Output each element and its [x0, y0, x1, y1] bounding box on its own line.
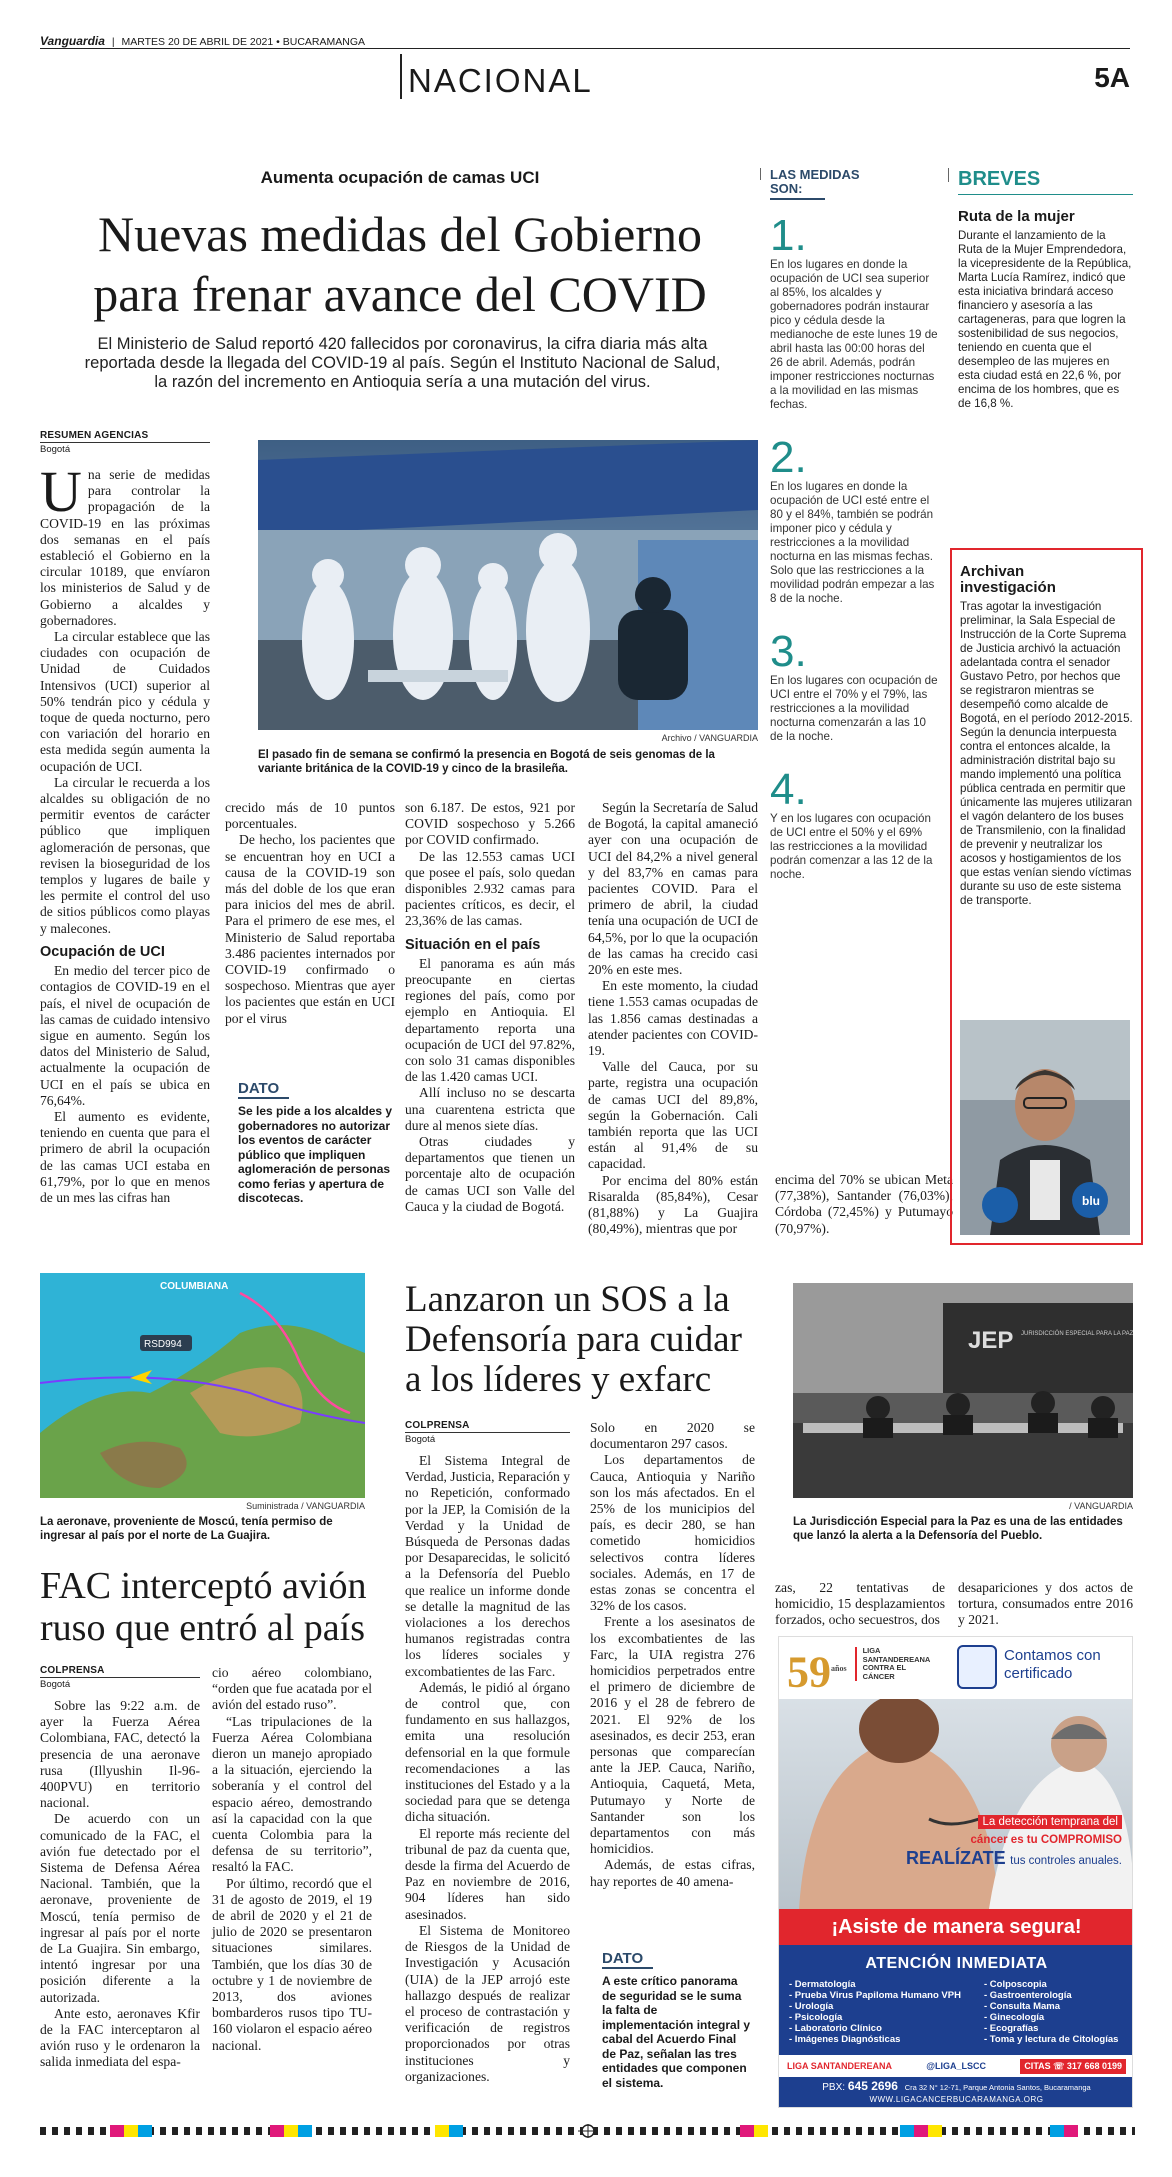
lead-dropcap: U [40, 459, 82, 524]
lead-paragraph: De hecho, los pacientes que se encuentran hoy en UCI a causa de la COVID-19 son más del doble de los que eran para inicios del mes de abril. Para el primero de ese mes, el Ministerio de Salud reportaba 3.486 pacientes internados por COVID-19 confirmado o sospechoso. Mientras que ayer los pacientes que están en UCI por el virus [225, 832, 395, 1026]
lead-byline-name: RESUMEN AGENCIAS [40, 430, 149, 441]
jep-photo-image [793, 1283, 1133, 1498]
ad-slogan-line-2: cáncer es tu COMPROMISO [970, 1834, 1122, 1846]
ad-org-line: CONTRA EL [862, 1663, 907, 1672]
fac-headline-line-1: FAC interceptó avión [40, 1565, 367, 1607]
lead-paragraph: En medio del tercer pico de contagios de COVID-19 en el país, el nivel de ocupación de las camas de cuidado intensivo sigue en aumento. Según los datos del Ministerio de Salud, actualmente la ocupación de UCI en el país se ubica en 76,64%. [40, 963, 210, 1108]
ad-org-line: CÁNCER [862, 1671, 895, 1681]
fac-map-flight-label: RSD994 [144, 1339, 182, 1350]
ad-attention-title: ATENCIÓN INMEDIATA [865, 1955, 1048, 1972]
sos-column-2 [590, 1420, 755, 1890]
sos-byline-name: COLPRENSA [405, 1420, 470, 1431]
lead-headline-line-1: Nuevas medidas del Gobierno [97, 206, 702, 262]
fac-column-2 [212, 1665, 372, 2054]
medidas-title-underline [770, 198, 825, 200]
ad-service-item: - Psicología [789, 2012, 843, 2023]
ad-years [787, 1647, 847, 1695]
sos-paragraph: El Sistema de Monitoreo de Riesgos de la Unidad de Investigación y Acusación (UIA) de la JEP arrojó este hallazgo después de realizar el proceso de contrastación y verificación de registros proporcionados por otras instituciones y organizaciones. [405, 1922, 570, 2084]
sos-column-1 [405, 1420, 570, 2085]
lead-paragraph: El panorama es aún más preocupante en ciertas regiones del país, como por ejemplo en Antioquia. El departamento reporta una ocupación de UCI del 97.82%, con solo 31 camas disponibles de las 1.420 camas UCI. [405, 955, 575, 1085]
ad-org-name [855, 1647, 931, 1681]
lead-byline-city: Bogotá [40, 442, 210, 455]
sos-dato-text: A este crítico panorama de seguridad se le suma la falta de implementación integral y cabal del Acuerdo Final de Paz, señalan las tres entidades que componen el sistema. [602, 1974, 751, 2090]
sos-headline-line-3: a los líderes y exfarc [405, 1359, 712, 1400]
ad-attention-block [779, 1945, 1133, 2108]
medida-text: En los lugares en donde la ocupación de UCI sea superior al 85%, los alcaldes y gobernadores podrán instaurar pico y cédula desde la medianoche de este lunes 19 de abril hasta las 00:00 horas del 26 de abril. Además, podrán imponer restricciones nocturnas a la movilidad en las mismas fechas. [770, 258, 938, 411]
medidas-title-line-2: SON: [770, 181, 803, 196]
breve-photo-petro [960, 1020, 1130, 1235]
fac-paragraph: Sobre las 9:22 a.m. de ayer la Fuerza Aérea Colombiana, FAC, detectó la presencia de una aeronave rusa (Illyushin Il-96-400PVU) en territorio nacional. [40, 1698, 200, 1811]
sos-headline [405, 1280, 775, 1400]
sos-paragraph: Además, de estas cifras, hay reportes de 40 amena- [590, 1857, 755, 1889]
lead-column-3 [405, 800, 575, 1215]
lead-paragraph: crecido más de 10 puntos porcentuales. [225, 800, 395, 832]
lead-photo-image [258, 440, 758, 730]
medidas-accent-line [760, 168, 761, 180]
lead-kicker: Aumenta ocupación de camas UCI [260, 168, 540, 187]
ad-service-item: - Consulta Mama [984, 2001, 1061, 2012]
lead-column-1-text [40, 459, 210, 1206]
ad-service-item: - Prueba Virus Papiloma Humano VPH [789, 1990, 961, 2001]
fac-paragraph: De acuerdo con un comunicado de la FAC, el avión fue detectado por el Sistema de Defensa Aérea Nacional. También, que la aeronave, proveniente de Moscú, tenía permiso de ingresar al país por el norte de La Guajira. Sin embargo, intentó ingresar por una posición diferente a la autorizada. [40, 1811, 200, 2005]
lead-paragraph: Valle del Cauca, por su parte, registra una ocupación de camas UCI del 89,8%, según la Gobernación. Cali también reporta que las UCI están al 91,4% de su capacidad. [588, 1059, 758, 1172]
breves-title: BREVES [958, 168, 1041, 190]
fac-paragraph: Ante esto, aeronaves Kfir de la FAC interceptaron al avión ruso y le ordenaron la salida inmediata del espa- [40, 2005, 200, 2070]
medidas-title-line-1: LAS MEDIDAS [770, 167, 860, 182]
lead-deck: El Ministerio de Salud reportó 420 fallecidos por coronavirus, la cifra diaria más alta reportada desde la llegada del COVID-19 al país. Según el Instituto Nacional de Salud, la razón del incremento en Antioquia sería a una mutación del virus. [84, 335, 721, 391]
breves-sidebar [958, 168, 1133, 411]
medida-text: Y en los lugares con ocupación de UCI entre el 50% y el 69% las restricciones a la movilidad podrán comenzar a las 12 de la noche. [770, 812, 933, 881]
ad-citas-label: CITAS [1024, 2060, 1051, 2071]
breve-title-ruta: Ruta de la mujer [958, 208, 1075, 225]
medida-item [770, 765, 940, 882]
lead-photo-caption: El pasado fin de semana se confirmó la presencia en Bogotá de seis genomas de la variante británica de la COVID-19 y cinco de la brasileña. [258, 749, 715, 775]
lead-paragraph: Por encima del 80% están Risaralda (85,84%), Cesar (81,88%) y La Guajira (80,49%), mientras que por [588, 1172, 758, 1237]
ad-service-item: - Ecografías [984, 2023, 1039, 2034]
ad-address: Cra 32 N° 12-71, Parque Antonia Santos, Bucaramanga [904, 2083, 1091, 2092]
brand-logo: Vanguardia [40, 34, 105, 48]
fac-column-1-text [40, 1698, 200, 2071]
medida-number: 3. [770, 627, 807, 676]
ad-service-item: - Colposcopia [984, 1979, 1047, 1990]
ad-citas: CITAS ☏ 317 668 0199 [1020, 2059, 1126, 2074]
lead-dato-label: DATO [238, 1080, 289, 1099]
fac-paragraph: “Las tripulaciones de la Fuerza Aérea Colombiana dieron un manejo apropiado a la situación, ejerciendo la soberanía y el control del espacio aéreo, demostrando así la capacidad con la que cuenta Colombia para la defensa de su territorio”, resaltó la FAC. [212, 1713, 372, 1875]
sos-paragraph: El Sistema Integral de Verdad, Justicia, Reparación y no Repetición, conformado por la JEP, la Comisión de la Verdad y la Unidad de Búsqueda de Personas dadas por Desaparecidas, le solicitó a la Defensoría del Pueblo que realice un informe donde se detalle la magnitud de las violaciones a los derechos humanos registradas contra los líderes sociales y excombatientes de las Farc. [405, 1453, 570, 1679]
medidas-title [770, 168, 940, 196]
ad-slogan [906, 1812, 1122, 1869]
ad-service-item: - Gastroenterología [984, 1990, 1072, 2001]
fac-map-country-label: COLUMBIANA [160, 1281, 229, 1292]
ad-photo-image [779, 1699, 1133, 1909]
sos-byline-city: Bogotá [405, 1432, 570, 1445]
jep-photo-caption: La Jurisdicción Especial para la Paz es una de las entidades que lanzó la alerta a la Defensoría del Pueblo. [793, 1516, 1123, 1542]
sos-dato-box [602, 1950, 752, 2090]
lead-column-2 [225, 800, 395, 1027]
ad-service-item: - Toma y lectura de Citologías [984, 2034, 1119, 2045]
section-divider [400, 54, 402, 99]
ad-certificate-text [1004, 1647, 1101, 1683]
ad-banner: ¡Asiste de manera segura! [779, 1909, 1133, 1945]
lead-paragraph: Allí incluso no se descarta una cuarentena estricta que dure al menos siete días. [405, 1085, 575, 1133]
ad-website: WWW.LIGACANCERBUCARAMANGA.ORG [869, 2095, 1044, 2104]
lead-column-4 [588, 800, 758, 1237]
lead-paragraph: En este momento, la ciudad tiene 1.553 camas ocupadas de las 1.856 camas destinadas a atender pacientes con COVID-19. [588, 978, 758, 1059]
masthead [40, 34, 1130, 104]
ad-services-left [789, 1979, 961, 2045]
ad-cert-line-2: certificado [1004, 1665, 1073, 1682]
ad-slogan-line-1: La detección temprana del [978, 1815, 1122, 1829]
breves-accent-line [948, 168, 949, 182]
jep-sign-text: JEP [968, 1327, 1014, 1354]
ad-pbx: 645 2696 [847, 2079, 898, 2093]
ad-service-item: - Dermatología [789, 1979, 856, 1990]
jep-photo [793, 1283, 1133, 1498]
fac-photo-credit: Suministrada / VANGUARDIA [246, 1501, 365, 1511]
ad-org-line: SANTANDEREANA [862, 1654, 931, 1664]
lead-column-5: encima del 70% se ubican Meta (77,38%), Santander (76,03%), Córdoba (72,45%) y Putumayo (70,97%). [775, 1172, 953, 1236]
ad-years-number: 59 [787, 1647, 831, 1697]
medida-item [770, 211, 940, 412]
lead-headline [40, 204, 760, 324]
lead-paragraph [40, 459, 210, 629]
masthead-dateline-row [40, 34, 365, 48]
ad-pbx-row [779, 2079, 1133, 2093]
lead-photo [258, 440, 758, 730]
sos-headline-line-1: Lanzaron un SOS a la [405, 1279, 730, 1320]
dateline-separator: | [111, 36, 115, 48]
lead-paragraph: La circular establece que las ciudades con ocupación de Unidad de Cuidados Intensivos (UCI) superior al 50% tendrán pico y cédula y toque de queda nocturno, pero con variación del horario en esta medida según aumenta la ocupación de UCI. [40, 629, 210, 774]
ad-liga-cancer [778, 1636, 1133, 2108]
ad-org-line: LIGA [862, 1646, 881, 1655]
lead-paragraph: El aumento es evidente, teniendo en cuenta que para el primero de abril la ocupación de las camas UCI estaba en 61,79%, por lo que en menos de un mes las cifras han [40, 1108, 210, 1205]
ad-citas-phone: 317 668 0199 [1066, 2060, 1122, 2071]
lead-paragraph: Según la Secretaría de Salud de Bogotá, la capital amaneció ayer con una ocupación de UCI del 84,2% a nivel general y del 83,7% en camas para pacientes COVID. Para el primero de abril, la ciudad tenía una ocupación de UCI de 64,5%, por lo que la ocupación de las camas ha crecido casi 20% en este mes. [588, 800, 758, 978]
breve-title-archivan-line-1: Archivan [960, 563, 1025, 580]
fac-byline-name: COLPRENSA [40, 1665, 105, 1676]
ad-slogan-line-4: tus controles anuales. [1010, 1855, 1122, 1867]
sos-dato-label: DATO [602, 1950, 653, 1969]
medidas-sidebar [770, 168, 940, 882]
breve-text-archivan: Tras agotar la investigación preliminar, la Sala Especial de Instrucción de la Corte Suprema de Justicia archivó la actuación adelantada contra el senador Gustavo Petro, por hechos que se registraron mientras se desempeñó como alcalde de Bogotá, en el período 2012-2015. Según la denuncia interpuesta contra el entonces alcalde, la administración distrital bajo su mando implementó una política pública centrada en permitir que únicamente las mujeres utilizaran el vagón delantero de los buses de Transmilenio, con la finalidad de prevenir y neutralizar los acosos y hostigamientos de los que estas venían siendo víctimas durante su uso de este sistema de transporte. [960, 600, 1133, 907]
lead-paragraph: La circular le recuerda a los alcaldes su obligación de no permitir eventos de carácter público que impliquen aglomeración de personas, que revisen la bioseguridad de los templos y lugares de baile y les permite el control del uso de sitios públicos como playas y malecones. [40, 774, 210, 936]
fac-byline-city: Bogotá [40, 1677, 200, 1690]
lead-paragraph-text: na serie de medidas para controlar la propagación de la COVID-19 en las próximas dos semanas en el país estableció el Gobierno en la circular 10189, que envíaron los ministerios de Salud y de Gobierno a alcaldes y gobernadores. [40, 467, 210, 628]
jep-sign-subtext: JURISDICCIÓN ESPECIAL PARA LA PAZ [1021, 1331, 1133, 1337]
ad-social: @LIGA_LSCC [926, 2061, 987, 2071]
medida-item [770, 627, 940, 744]
breves-title-underline [958, 194, 1133, 195]
medida-item [770, 433, 940, 606]
breve-highlight-box [950, 548, 1143, 1245]
ad-slogan-line-3: REALÍZATE [906, 1848, 1006, 1868]
lead-paragraph: De las 12.553 camas UCI que posee el país, solo quedan disponibles 2.932 camas para pacientes críticos, es decir, el 23,36% de las camas. [405, 848, 575, 929]
svg-text:blu: blu [1082, 1194, 1100, 1208]
ad-years-sup: años [831, 1664, 847, 1673]
breve-title-archivan-line-2: investigación [960, 579, 1056, 596]
fac-headline [40, 1565, 380, 1649]
lead-dato-box [238, 1080, 393, 1206]
medida-text: En los lugares en donde la ocupación de UCI esté entre el 80 y el 84%, también se podrán imponer pico y cédula y restricciones a la movilidad nocturna en las mismas fechas. Solo que las restricciones a la movilidad podrán empezar a las 8 de la noche. [770, 480, 935, 605]
medida-text: En los lugares con ocupación de UCI entre el 70% y el 79%, las restricciones a la movilidad nocturna comenzarán a las 10 de la noche. [770, 674, 938, 743]
ad-service-item: - Laboratorio Clínico [789, 2023, 882, 2034]
dateline: MARTES 20 DE ABRIL DE 2021 • BUCARAMANGA [121, 36, 365, 48]
sos-paragraph: Frente a los asesinatos de los excombatientes de las Farc, la UIA registra 276 homicidios perpetrados entre el primero de diciembre de 2016 y el 28 de febrero de 2021. El 92% de los asesinados, es decir 253, eran personas que comparecían ante la JEP. Cauca, Nariño, Antioquia, Caquetá, Meta, Putumayo y Norte de Santander son los departamentos con más homicidios. [590, 1614, 755, 1857]
ad-logo [787, 1647, 930, 1695]
ad-org-footer [787, 2061, 892, 2071]
ad-org-footer-1: LIGA [787, 2061, 809, 2071]
ad-certificate-badge-icon [957, 1645, 997, 1689]
sos-column-4: desapariciones y dos actos de tortura, consumados entre 2016 y 2021. [958, 1580, 1133, 1628]
medida-number: 1. [770, 211, 807, 260]
lead-paragraph: son 6.187. De estos, 921 por COVID sospechoso y 5.266 por COVID confirmado. [405, 800, 575, 848]
sos-paragraph: El reporte más reciente del tribunal de paz da cuenta que, desde la firma del Acuerdo de Paz en noviembre de 2016, 904 líderes han sido asesinados. [405, 1825, 570, 1922]
jep-photo-credit: / VANGUARDIA [1069, 1501, 1133, 1511]
sos-column-1-text [405, 1453, 570, 2085]
ad-contact-row [779, 2055, 1133, 2077]
registration-bar-graphic [40, 2124, 1135, 2138]
lead-dato-text: Se les pide a los alcaldes y gobernadores no autorizar los eventos de carácter público que impliquen aglomeración de personas como ferias y apertura de discotecas. [238, 1104, 393, 1205]
print-registration-bar [40, 2124, 1135, 2138]
lead-paragraph: Otras ciudades y departamentos que tienen un porcentaje alto de ocupación de camas UCI son Valle del Cauca y la ciudad de Bogotá. [405, 1134, 575, 1214]
fac-map-image [40, 1273, 365, 1498]
sos-paragraph: Además, le pidió al órgano de control que, con fundamento en sus hallazgos, emita una resolución defensorial en la que formule recomendaciones a las instituciones del Estado y a la sociedad para que se detenga dicha situación. [405, 1679, 570, 1825]
medida-number: 4. [770, 765, 807, 814]
ad-service-item: - Urología [789, 2001, 834, 2012]
sos-column-3: zas, 22 tentativas de homicidio, 15 desplazamientos forzados, ocho secuestros, dos [775, 1580, 945, 1628]
breve-photo-image [960, 1020, 1130, 1235]
lead-photo-credit: Archivo / VANGUARDIA [661, 733, 758, 743]
breve-text-ruta: Durante el lanzamiento de la Ruta de la Mujer Emprendedora, la vicepresidente de la República, Marta Lucía Ramírez, indicó que esta iniciativa brindará acceso financiero y asesoría a las cartageneras, para que logren la sostenibilidad de sus negocios, teniendo en cuenta que el desempleo de las mujeres en esta ciudad está en 22,6 %, por encima de los hombres, que es de 16,8 %. [958, 229, 1132, 410]
lead-byline [40, 430, 210, 455]
fac-paragraph: cio aéreo colombiano, “orden que fue acatada por el avión del estado ruso”. [212, 1665, 372, 1713]
fac-map-photo [40, 1273, 365, 1498]
sos-paragraph: Los departamentos de Cauca, Antioquia y Nariño son los más afectados. En el 25% de los municipios del país, es decir 280, se han cometido homicidios selectivos contra líderes sociales. Además, en 17 de estas zonas se concentra el 32% de los casos. [590, 1452, 755, 1614]
fac-headline-line-2: ruso que entró al país [40, 1607, 366, 1649]
fac-column-1 [40, 1665, 200, 2071]
ad-cert-line-1: Contamos con [1004, 1647, 1101, 1664]
ad-pbx-label: PBX: [822, 2082, 846, 2093]
ad-photo [779, 1699, 1133, 1909]
section-title: NACIONAL [408, 62, 593, 99]
breve-title-archivan [960, 564, 1135, 596]
ad-services-right [984, 1979, 1118, 2045]
fac-photo-caption: La aeronave, proveniente de Moscú, tenía permiso de ingresar al país por el norte de La Guajira. [40, 1516, 333, 1542]
ad-service-item: - Imágenes Diagnósticas [789, 2034, 901, 2045]
ad-service-item: - Ginecología [984, 2012, 1045, 2023]
medida-number: 2. [770, 433, 807, 482]
fac-paragraph: Por último, recordó que el 31 de agosto de 2019, el 19 de abril de 2020 y el 21 de julio de 2020 se presentaron situaciones similares. También, que los días 30 de octubre y 1 de noviembre de 2013, dos aviones bombarderos rusos tipo TU-160 violaron el espacio aéreo nacional. [212, 1875, 372, 2053]
masthead-rule [40, 48, 1130, 49]
sos-paragraph: Solo en 2020 se documentaron 297 casos. [590, 1420, 755, 1452]
lead-subhead-situacion: Situación en el país [405, 936, 541, 953]
lead-subhead-ocupacion: Ocupación de UCI [40, 943, 165, 960]
lead-column-1 [40, 430, 210, 1206]
sos-headline-line-2: Defensoría para cuidar [405, 1319, 742, 1360]
page-number: 5A [1094, 62, 1130, 93]
lead-headline-line-2: para frenar avance del COVID [93, 266, 707, 322]
ad-org-footer-2: SANTANDEREANA [810, 2061, 893, 2071]
